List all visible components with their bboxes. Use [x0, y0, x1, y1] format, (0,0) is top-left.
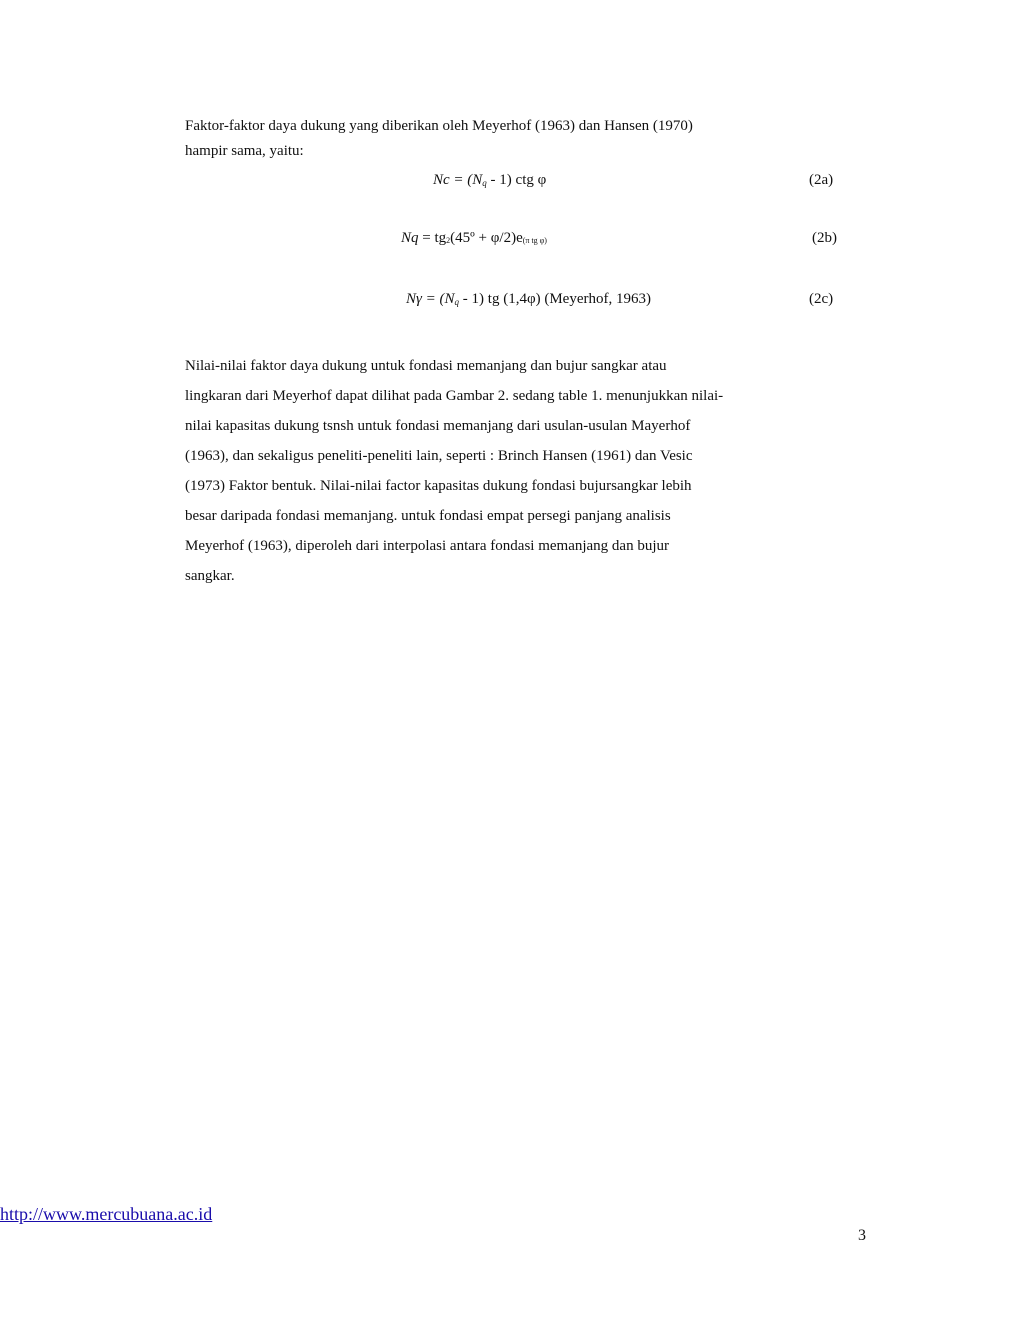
intro-paragraph [185, 114, 795, 164]
equation-part: = (N [449, 172, 483, 188]
intro-line: hampir sama, yaitu: [185, 143, 304, 159]
page-number: 3 [858, 1227, 866, 1244]
equation-superscript: 2 [446, 236, 451, 245]
body-line: sangkar. [185, 568, 235, 584]
body-paragraph [185, 351, 795, 591]
footer-website-link[interactable]: http://www.mercubuana.ac.id [0, 1204, 213, 1224]
equation-2b [401, 230, 547, 247]
equation-subscript: q [454, 297, 460, 307]
body-line: Meyerhof (1963), diperoleh dari interpolasi antara fondasi memanjang dan bujur [185, 538, 670, 554]
body-line: besar daripada fondasi memanjang. untuk fondasi empat persegi panjang analisis [185, 508, 671, 524]
equation-part: - 1) tg (1,4φ) (Meyerhof, 1963) [459, 291, 651, 307]
body-line: (1973) Faktor bentuk. Nilai-nilai factor kapasitas dukung fondasi bujursangkar lebih [185, 478, 692, 494]
equation-part: = (N [421, 291, 455, 307]
equation-2c [406, 291, 651, 308]
body-line: lingkaran dari Meyerhof dapat dilihat pada Gambar 2. sedang table 1. menunjukkan nilai- [185, 388, 724, 404]
body-line: (1963), dan sekaligus peneliti-peneliti lain, seperti : Brinch Hansen (1961) dan Vesic [185, 448, 693, 464]
equation-number-2c: (2c) [809, 291, 834, 307]
equation-2a [433, 172, 546, 189]
equation-part: (45º + φ/2)e [450, 230, 523, 246]
body-line: nilai kapasitas dukung tsnsh untuk fondasi memanjang dari usulan-usulan Mayerhof [185, 418, 691, 434]
body-line: Nilai-nilai faktor daya dukung untuk fondasi memanjang dan bujur sangkar atau [185, 358, 667, 374]
equation-number-2a: (2a) [809, 172, 834, 188]
equation-part: - 1) ctg φ [486, 172, 547, 188]
equation-lhs: Nq [401, 230, 419, 246]
equation-exponent: (π tg φ) [522, 236, 547, 245]
equation-subscript: q [482, 178, 487, 188]
equation-lhs: Nc [433, 172, 450, 188]
equation-part: = tg [418, 230, 447, 246]
equation-number-2b: (2b) [812, 230, 837, 246]
equation-lhs: Nγ [406, 291, 422, 307]
intro-line: Faktor-faktor daya dukung yang diberikan oleh Meyerhof (1963) dan Hansen (1970) [185, 118, 693, 134]
